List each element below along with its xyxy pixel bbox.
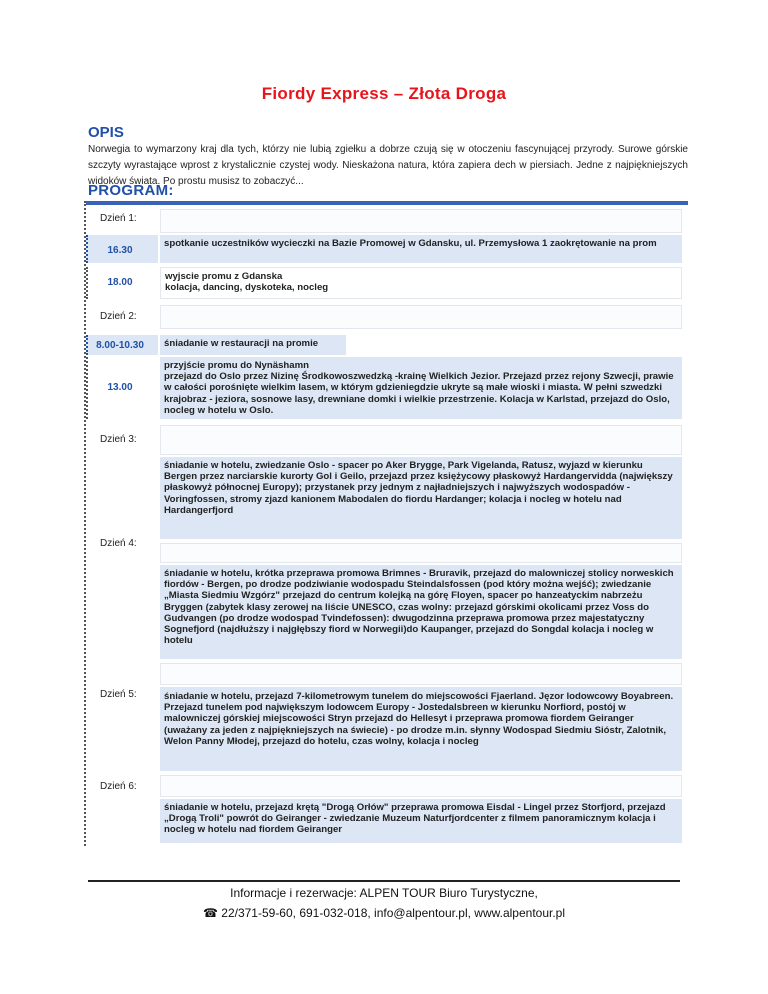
- entry-text: wyjscie promu z Gdanska kolacja, dancing, dyskoteka, nocleg: [160, 267, 682, 299]
- blank-cell: [160, 305, 682, 329]
- entry-text: śniadanie w restauracji na promie: [160, 335, 346, 355]
- phone-icon: ☎: [202, 906, 218, 920]
- footer-divider: [88, 880, 680, 882]
- blank-cell: [160, 663, 682, 685]
- blank-cell: [160, 209, 682, 233]
- time-label: 16.30: [107, 245, 133, 256]
- day-label: Dzień 1:: [100, 213, 137, 224]
- table-top-bar: [86, 201, 688, 205]
- time-label: 13.00: [107, 382, 133, 393]
- blank-cell: [160, 543, 682, 563]
- blank-cell: [160, 775, 682, 797]
- contact-info: 22/371-59-60, 691-032-018, info@alpentour.pl, www.alpentour.pl: [221, 906, 566, 920]
- entry-text: przyjście promu do Nynäshamn przejazd do Oslo przez Nizinę Środkowoszwedzką -krainę Wielkich Jezior. Przejazd przez rejony Szwecji, prawie w całości porośnięte wielkim lasem, w którym gdzieniegdzie ukryte są małe wioski i miasta. W pełni szwedzki krajobraz - jeziora, sosnowe lasy, drewniane domki i wielkie przestrzenie. Kolacja w Karlstad, przejazd do Oslo, nocleg w hotelu w Oslo.: [160, 357, 682, 419]
- program-table: [84, 201, 688, 846]
- day-label: Dzień 4:: [100, 538, 137, 549]
- blank-cell: [160, 425, 682, 455]
- opis-text: Norwegia to wymarzony kraj dla tych, którzy nie lubią zgiełku a dobrze czują się w otoczeniu fascynującej przyrody. Surowe górskie szczyty wyrastające wprost z krystalicznie czystej wody. Nieskażona natura, która zapiera dech w piersiach. Jedne z najpiękniejszych widoków świata. Po prostu musisz to zobaczyć...: [88, 144, 688, 187]
- opis-heading: OPIS: [88, 124, 124, 141]
- time-label: 18.00: [107, 277, 133, 288]
- footer-line-1: Informacje i rezerwacje: ALPEN TOUR Biuro Turystyczne,: [230, 886, 538, 900]
- day-label: Dzień 3:: [100, 434, 137, 445]
- time-label: 8.00-10.30: [96, 340, 144, 351]
- day-label: Dzień 6:: [100, 781, 137, 792]
- day-label: Dzień 5:: [100, 689, 137, 700]
- program-heading: PROGRAM:: [88, 182, 174, 199]
- entry-text: spotkanie uczestników wycieczki na Bazie Promowej w Gdansku, ul. Przemysłowa 1 zaokrętowanie na prom: [160, 235, 682, 263]
- entry-text: śniadanie w hotelu, przejazd krętą "Drogą Orłów" przeprawa promowa Eisdal - Lingel przez Storfjord, przejazd „Drogą Troli" powrót do Geiranger - zwiedzanie Muzeum Naturfjordcenter z filmem panoramicznym kolacja i nocleg w hotelu nad fiordem Geiranger: [160, 799, 682, 843]
- page-title: Fiordy Express – Złota Droga: [261, 84, 507, 103]
- day-label: Dzień 2:: [100, 311, 137, 322]
- entry-text: śniadanie w hotelu, krótka przeprawa promowa Brimnes - Bruravik, przejazd do malowniczej stolicy norweskich fiordów - Bergen, po drodze podziwianie wodospadu Steindalsfossen (pod który można wejść); zwiedzanie „Miasta Siedmiu Wzgórz" przejazd do centrum kolejką na górę Floyen, spacer po hanzeatyckim nabrzeżu Bryggen (zabytek klasy zerowej na liście UNESCO, czas wolny: przejazd górskimi okolicami przez Voss do Gudvangen (po drodze wodospad Tvindefossen): dwugodzinna przeprawa promowa przez majestatyczny Sognefjord (najdłuższy i najgłębszy fiord w Norwegii)do Kaupanger, przejazd do Songdal kolacja i nocleg w hotelu: [160, 565, 682, 659]
- entry-text: śniadanie w hotelu, zwiedzanie Oslo - spacer po Aker Brygge, Park Vigelanda, Ratusz, wyjazd w kierunku Bergen przez narciarskie kurorty Gol i Geilo, przejazd przez księżycowy płaskowyż Hardangervidda (największy płaskowyż północnej Europy); przystanek przy jednym z najładniejszych i najwyższych wodospadów - Voringfossen, stromy zjazd kanionem Mabodalen do fiordu Hardanger; kolacja i nocleg w hotelu nad Hardangerfjord: [160, 457, 682, 539]
- footer-line-2: [0, 906, 768, 920]
- entry-text: śniadanie w hotelu, przejazd 7-kilometrowym tunelem do miejscowości Fjaerland. Jęzor lodowcowy Boyabreen. Przejazd tunelem pod największym lodowcem Europy - Jostedalsbreen w kierunku Norfiord, postój w malowniczej górskiej miejscowości Stryn przejazd do Hellesyt i przeprawa promowa fiordem Geiranger (uważany za jeden z najpiękniejszych na świecie) - po drodze m.in. słynny Wodospad Siedmiu Sióstr, Zalotnik, Welon Panny Młodej, przejazd do hotelu, czas wolny, kolacja i nocleg: [160, 687, 682, 771]
